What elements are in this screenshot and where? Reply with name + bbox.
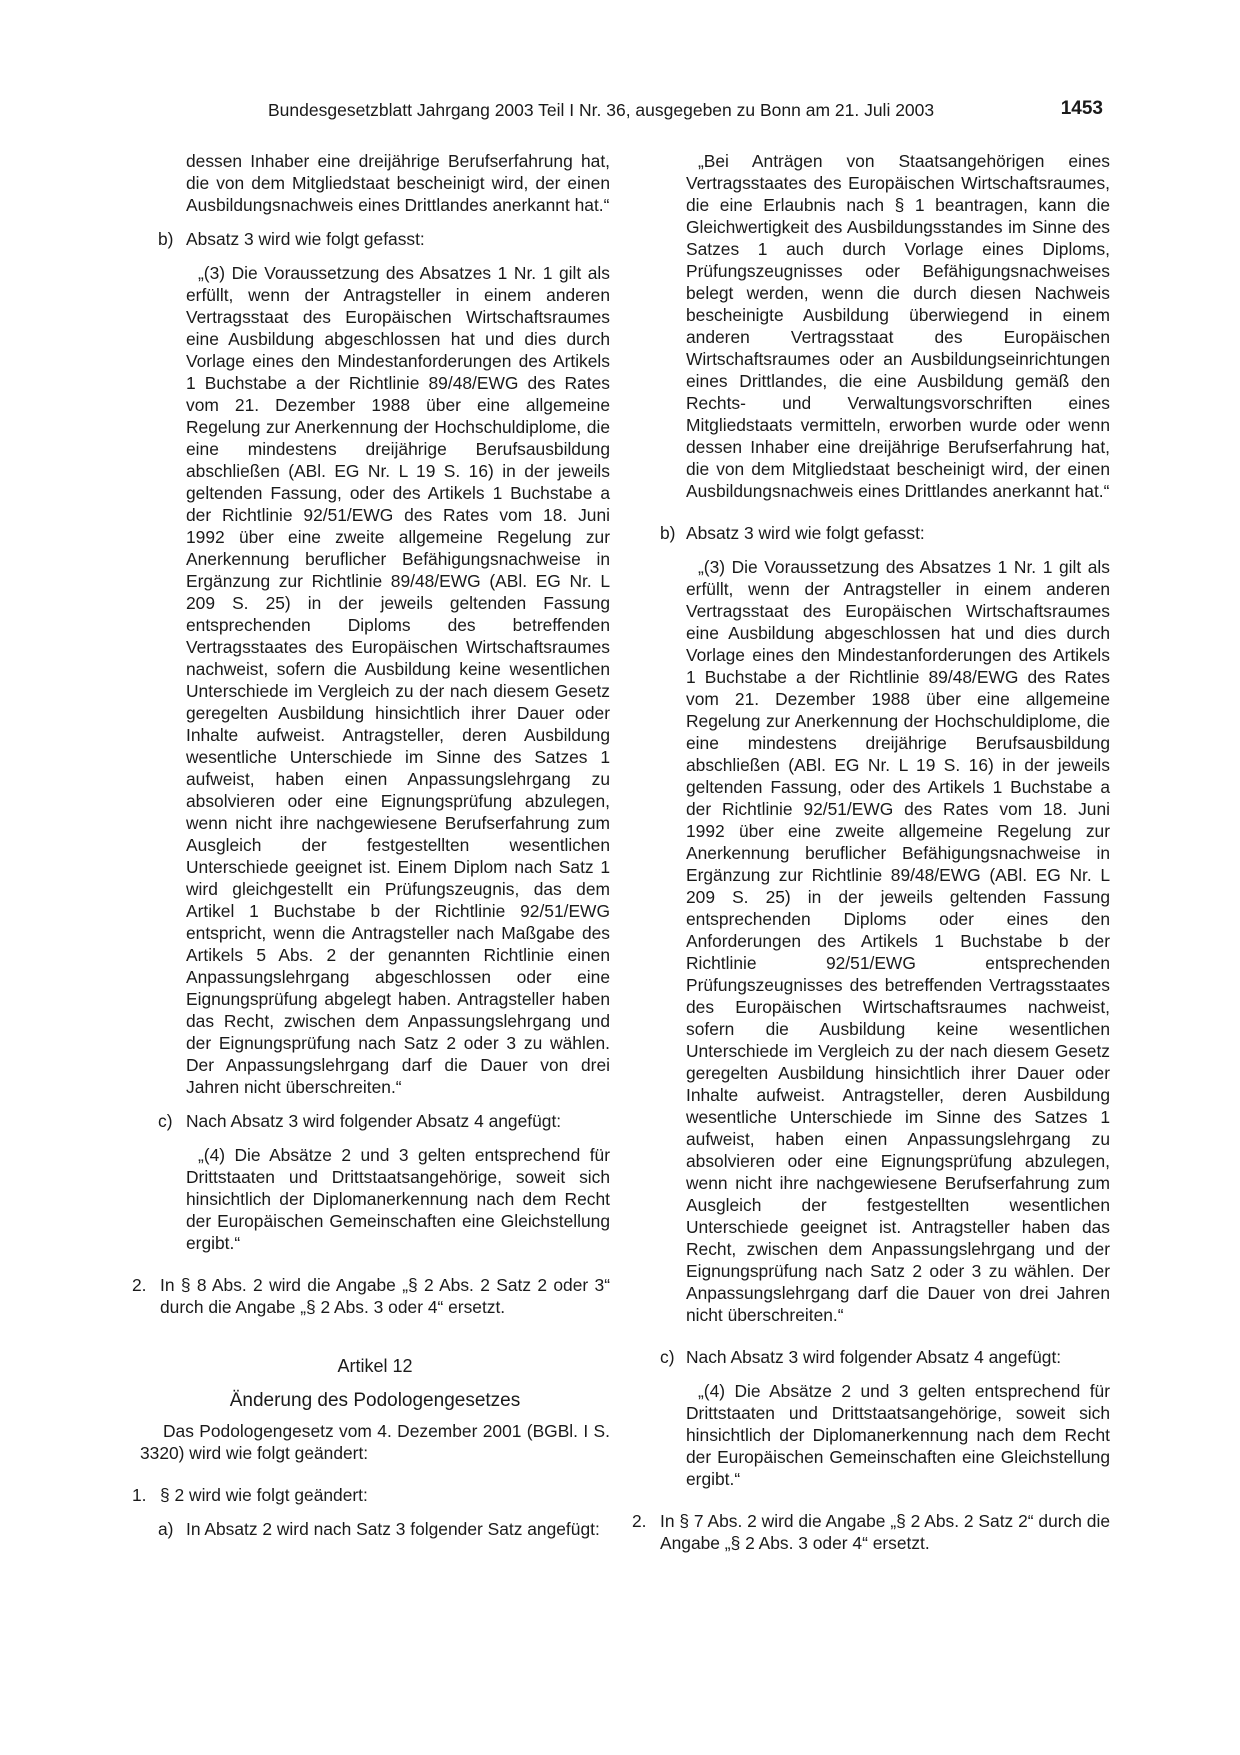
list-item-a: [140, 1518, 610, 1540]
item-text: In § 7 Abs. 2 wird die Angabe „§ 2 Abs. 2 Satz 2“ durch die Angabe „§ 2 Abs. 3 oder 4“ ersetzt.: [660, 1511, 1110, 1553]
item-marker: c): [158, 1111, 173, 1131]
inserted-sentence: „Bei Anträgen von Staatsangehörigen eines Vertragsstaates des Europäischen Wirtschaftsraumes, die eine Erlaubnis nach § 1 beantragen, kann die Gleichwertigkeit des Ausbildungsstandes im Sinne des Satzes 1 auch durch Vorlage eines Diploms, Prüfungszeugnisses oder Befähigungsnachweises belegt werden, wenn die durch diesen Nachweis bescheinigte Ausbildung überwiegend in einem anderen Vertragsstaat des Europäischen Wirtschaftsraumes oder an Ausbildungseinrichtungen eines Drittlandes, die eine Ausbildung gemäß den Rechts- und Verwaltungsvorschriften eines Mitgliedstaats vermitteln, erworben wurde oder wenn dessen Inhaber eine dreijährige Berufserfahrung hat, die von dem Mitgliedstaat bescheinigt wird, der einen Ausbildungsnachweis eines Drittlandes anerkannt hat.“: [686, 151, 1110, 501]
list-item-2: [632, 1510, 1110, 1554]
item-text: Absatz 3 wird wie folgt gefasst:: [186, 229, 425, 249]
article-title: Artikel 12: [337, 1356, 413, 1376]
page-number: 1453: [1060, 98, 1103, 119]
item-marker: b): [158, 229, 174, 249]
amended-paragraph-3: „(3) Die Voraussetzung des Absatzes 1 Nr. 1 gilt als erfüllt, wenn der Antragsteller in einem anderen Vertragsstaat des Europäischen Wirtschaftsraumes eine Ausbildung abgeschlossen hat und dies durch Vorlage eines den Mindestanforderungen des Artikels 1 Buchstabe a der Richtlinie 89/48/EWG des Rates vom 21. Dezember 1988 über eine allgemeine Regelung zur Anerkennung der Hochschuldiplome, die eine mindestens dreijährige Berufsausbildung abschließen (ABl. EG Nr. L 19 S. 16) in der jeweils geltenden Fassung, oder des Artikels 1 Buchstabe a der Richtlinie 92/51/EWG des Rates vom 18. Juni 1992 über eine zweite allgemeine Regelung zur Anerkennung beruflicher Befähigungsnachweise in Ergänzung zur Richtlinie 89/48/EWG (ABl. EG Nr. L 209 S. 25) in der jeweils geltenden Fassung entsprechenden Diploms des betreffenden Vertragsstaates des Europäischen Wirtschaftsraumes nachweist, sofern die Ausbildung keine wesentlichen Unterschiede im Vergleich zu der nach diesem Gesetz geregelten Ausbildung hinsichtlich ihrer Dauer oder Inhalte aufweist. Antragsteller, deren Ausbildung wesentliche Unterschiede im Sinne des Satzes 1 aufweist, haben einen Anpassungslehrgang zu absolvieren oder eine Eignungsprüfung abzulegen, wenn nicht ihre nachgewiesene Berufserfahrung zum Ausgleich der festgestellten wesentlichen Unterschiede geeignet ist. Einem Diplom nach Satz 1 wird gleichgestellt ein Prüfungszeugnis, das dem Artikel 1 Buchstabe b der Richtlinie 92/51/EWG entspricht, wenn die Antragsteller nach Maßgabe des Artikels 5 Abs. 2 der genannten Richtlinie einen Anpassungslehrgang abgeschlossen oder eine Eignungsprüfung abgelegt haben. Antragsteller haben das Recht, zwischen dem Anpassungslehrgang und der Eignungsprüfung nach Satz 2 oder 3 zu wählen. Der Anpassungslehrgang darf die Dauer von drei Jahren nicht überschreiten.“: [186, 263, 610, 1097]
running-head: Bundesgesetzblatt Jahrgang 2003 Teil I Nr. 36, ausgegeben zu Bonn am 21. Juli 2003: [268, 100, 935, 120]
continued-quote: dessen Inhaber eine dreijährige Berufserfahrung hat, die von dem Mitgliedstaat bescheinigt wird, der einen Ausbildungsnachweis eines Drittlandes anerkannt hat.“: [186, 151, 610, 215]
list-item-c: [140, 1110, 610, 1132]
item-marker: 1.: [132, 1485, 147, 1505]
article-heading: Änderung des Podologengesetzes: [229, 1390, 521, 1411]
item-marker: a): [158, 1519, 174, 1539]
list-item-b: [640, 522, 1110, 544]
item-marker: c): [660, 1347, 675, 1367]
list-item-1: [132, 1484, 610, 1506]
article-intro: Das Podologengesetz vom 4. Dezember 2001 (BGBl. I S. 3320) wird wie folgt geändert:: [140, 1421, 610, 1463]
item-text: Absatz 3 wird wie folgt gefasst:: [686, 523, 925, 543]
list-item-b: [140, 228, 610, 250]
amended-paragraph-4: „(4) Die Absätze 2 und 3 gelten entsprechend für Drittstaaten und Drittstaatsangehörige, soweit sich hinsichtlich der Diplomanerkennung nach dem Recht der Europäischen Gemeinschaften eine Gleichstellung ergibt.“: [686, 1381, 1110, 1489]
item-marker: 2.: [632, 1511, 647, 1531]
item-text: § 2 wird wie folgt geändert:: [160, 1485, 368, 1505]
item-marker: b): [660, 523, 676, 543]
amended-paragraph-4: „(4) Die Absätze 2 und 3 gelten entsprechend für Drittstaaten und Drittstaatsangehörige, soweit sich hinsichtlich der Diplomanerkennung nach dem Recht der Europäischen Gemeinschaften eine Gleichstellung ergibt.“: [186, 1145, 610, 1253]
list-item-c: [640, 1346, 1110, 1368]
list-item-2: [132, 1274, 610, 1318]
item-marker: 2.: [132, 1275, 147, 1295]
item-text: In Absatz 2 wird nach Satz 3 folgender Satz angefügt:: [186, 1519, 600, 1539]
item-text: Nach Absatz 3 wird folgender Absatz 4 angefügt:: [186, 1111, 562, 1131]
item-text: In § 8 Abs. 2 wird die Angabe „§ 2 Abs. 2 Satz 2 oder 3“ durch die Angabe „§ 2 Abs. 3 oder 4“ ersetzt.: [160, 1275, 610, 1317]
item-text: Nach Absatz 3 wird folgender Absatz 4 angefügt:: [686, 1347, 1062, 1367]
amended-paragraph-3: „(3) Die Voraussetzung des Absatzes 1 Nr. 1 gilt als erfüllt, wenn der Antragsteller in einem anderen Vertragsstaat des Europäischen Wirtschaftsraumes eine Ausbildung abgeschlossen hat und dies durch Vorlage eines den Mindestanforderungen des Artikels 1 Buchstabe a der Richtlinie 89/48/EWG des Rates vom 21. Dezember 1988 über eine allgemeine Regelung zur Anerkennung der Hochschuldiplome, die eine mindestens dreijährige Berufsausbildung abschließen (ABl. EG Nr. L 19 S. 16) in der jeweils geltenden Fassung, oder des Artikels 1 Buchstabe a der Richtlinie 92/51/EWG des Rates vom 18. Juni 1992 über eine zweite allgemeine Regelung zur Anerkennung beruflicher Befähigungsnachweise in Ergänzung zur Richtlinie 89/48/EWG (ABl. EG Nr. L 209 S. 25) in der jeweils geltenden Fassung entsprechenden Diploms oder eines den Anforderungen des Artikels 1 Buchstabe b der Richtlinie 92/51/EWG entsprechenden Prüfungszeugnisses des betreffenden Vertragsstaates des Europäischen Wirtschaftsraumes nachweist, sofern die Ausbildung keine wesentlichen Unterschiede im Vergleich zu der nach diesem Gesetz geregelten Ausbildung hinsichtlich ihrer Dauer oder Inhalte aufweist. Antragsteller, deren Ausbildung wesentliche Unterschiede im Sinne des Satzes 1 aufweist, haben einen Anpassungslehrgang zu absolvieren oder eine Eignungsprüfung abzulegen, wenn nicht ihre nachgewiesene Berufserfahrung zum Ausgleich der festgestellten wesentlichen Unterschiede geeignet ist. Antragsteller haben das Recht, zwischen dem Anpassungslehrgang und der Eignungsprüfung nach Satz 2 oder 3 zu wählen. Der Anpassungslehrgang darf die Dauer von drei Jahren nicht überschreiten.“: [686, 557, 1110, 1325]
left-column: [132, 150, 610, 1540]
right-column: [632, 150, 1110, 1554]
